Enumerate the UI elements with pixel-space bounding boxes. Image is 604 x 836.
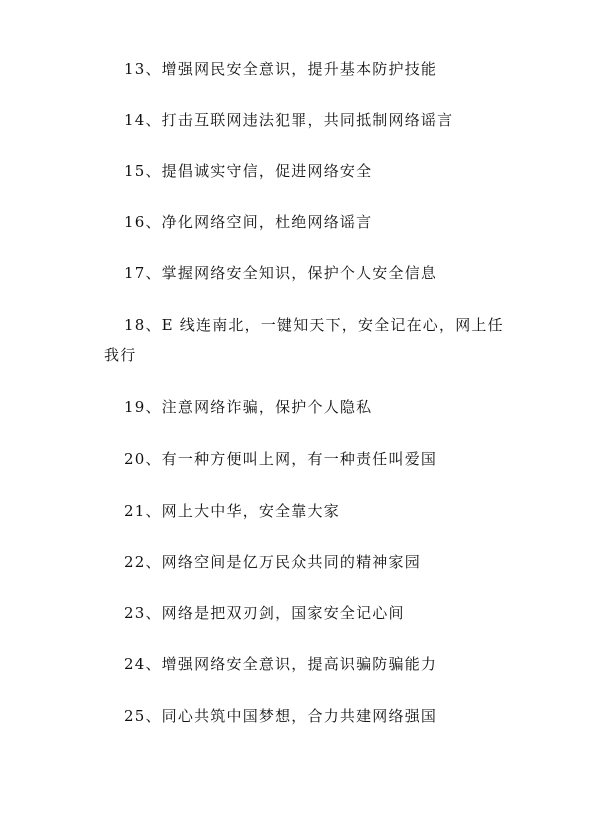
list-item bbox=[104, 494, 524, 528]
list-item bbox=[104, 647, 524, 681]
list-item bbox=[104, 390, 524, 424]
list-item bbox=[104, 596, 524, 630]
list-item bbox=[104, 154, 524, 188]
list-item bbox=[104, 699, 524, 733]
list-item bbox=[104, 103, 524, 137]
list-item-text: 23、网络是把双刃剑，国家安全记心间 bbox=[124, 604, 405, 622]
list-item-text: 14、打击互联网违法犯罪，共同抵制网络谣言 bbox=[124, 111, 454, 129]
list-item bbox=[104, 205, 524, 239]
list-item-text: 18、E 线连南北，一键知天下，安全记在心，网上任 bbox=[124, 316, 504, 334]
list-item-text: 21、网上大中华，安全靠大家 bbox=[124, 502, 340, 520]
list-item-text: 24、增强网络安全意识，提高识骗防骗能力 bbox=[124, 655, 438, 673]
list-item-text: 15、提倡诚实守信，促进网络安全 bbox=[124, 162, 373, 180]
list-item-text: 16、净化网络空间，杜绝网络谣言 bbox=[124, 213, 373, 231]
list-item-text: 25、同心共筑中国梦想，合力共建网络强国 bbox=[124, 707, 438, 725]
list-item bbox=[104, 52, 524, 86]
list-item bbox=[104, 256, 524, 290]
list-item bbox=[104, 308, 524, 372]
list-item-text: 17、掌握网络安全知识，保护个人安全信息 bbox=[124, 264, 438, 282]
list-item-text: 13、增强网民安全意识，提升基本防护技能 bbox=[124, 60, 438, 78]
list-item-text: 20、有一种方便叫上网，有一种责任叫爱国 bbox=[124, 450, 438, 468]
list-item-continuation: 我行 bbox=[104, 346, 137, 364]
list-item bbox=[104, 442, 524, 476]
list-item bbox=[104, 545, 524, 579]
list-item-text: 19、注意网络诈骗，保护个人隐私 bbox=[124, 398, 373, 416]
list-item-text: 22、网络空间是亿万民众共同的精神家园 bbox=[124, 553, 421, 571]
